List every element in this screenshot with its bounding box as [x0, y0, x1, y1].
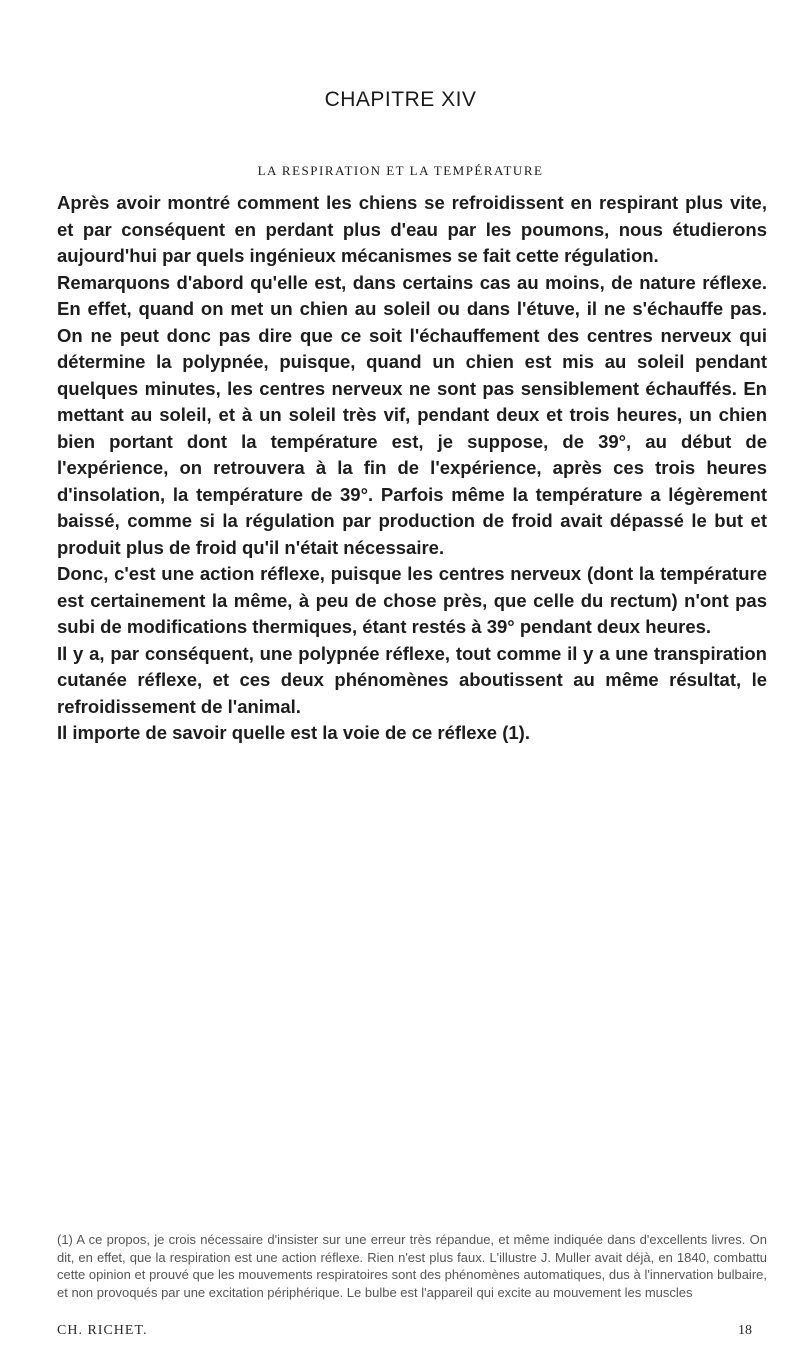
paragraph: Après avoir montré comment les chiens se refroidissent en respirant plus vite, et par conséquent en perdant plus d'eau par les poumons, nous étudierons aujourd'hui par quels ingénieux mécanismes se fait cette régulation. — [57, 192, 767, 266]
body-text — [57, 190, 767, 747]
paragraph: Il y a, par conséquent, une polypnée réflexe, tout comme il y a une transpiration cutanée réflexe, et ces deux phénomènes aboutissent au même résultat, le refroidissement de l'animal. — [57, 642, 767, 717]
paragraph: Il importe de savoir quelle est la voie de ce réflexe (1). — [57, 722, 530, 743]
footnote — [57, 1231, 767, 1301]
page-number: 18 — [738, 1323, 752, 1338]
paragraph: Remarquons d'abord qu'elle est, dans certains cas au moins, de nature réflexe. En effet, quand on met un chien au soleil ou dans l'étuve, il ne s'échauffe pas. On ne peut donc pas dire que ce soit l'échauffement des centres nerveux qui détermine la polypnée, puisque, quand un chien est mis au soleil pendant quelques minutes, les centres nerveux ne sont pas sensiblement échauffés. En mettant au soleil, et à un soleil très vif, pendant deux et trois heures, un chien bien portant dont la température est, je suppose, de 39°, au début de l'expérience, on retrouvera à la fin de l'expérience, après ces trois heures d'insolation, la température de 39°. Parfois même la température a légèrement baissé, comme si la régulation par production de froid avait dépassé le but et produit plus de froid qu'il n'était nécessaire. — [57, 271, 767, 558]
paragraph: Donc, c'est une action réflexe, puisque les centres nerveux (dont la température est certainement la même, à peu de chose près, que celle du rectum) n'ont pas subi de modifications thermiques, étant restés à 39° pendant deux heures. — [57, 563, 767, 637]
footnote-text: (1) A ce propos, je crois nécessaire d'insister sur une erreur très répandue, et même indiquée dans d'excellents livres. On dit, en effet, que la respiration est une action réflexe. Rien n'est plus faux. L'illustre J. Muller avait déjà, en 1840, combattu cette opinion et prouvé que les mouvements respiratoires sont des phénomènes automatiques, dus à l'innervation bulbaire, et non provoqués par une excitation périphérique. Le bulbe est l'appareil qui excite au mouvement les muscles — [57, 1232, 767, 1300]
section-title: LA RESPIRATION ET LA TEMPÉRATURE — [257, 163, 544, 178]
chapter-title: CHAPITRE XIV — [324, 88, 477, 111]
footer-author: CH. RICHET. — [57, 1323, 148, 1338]
